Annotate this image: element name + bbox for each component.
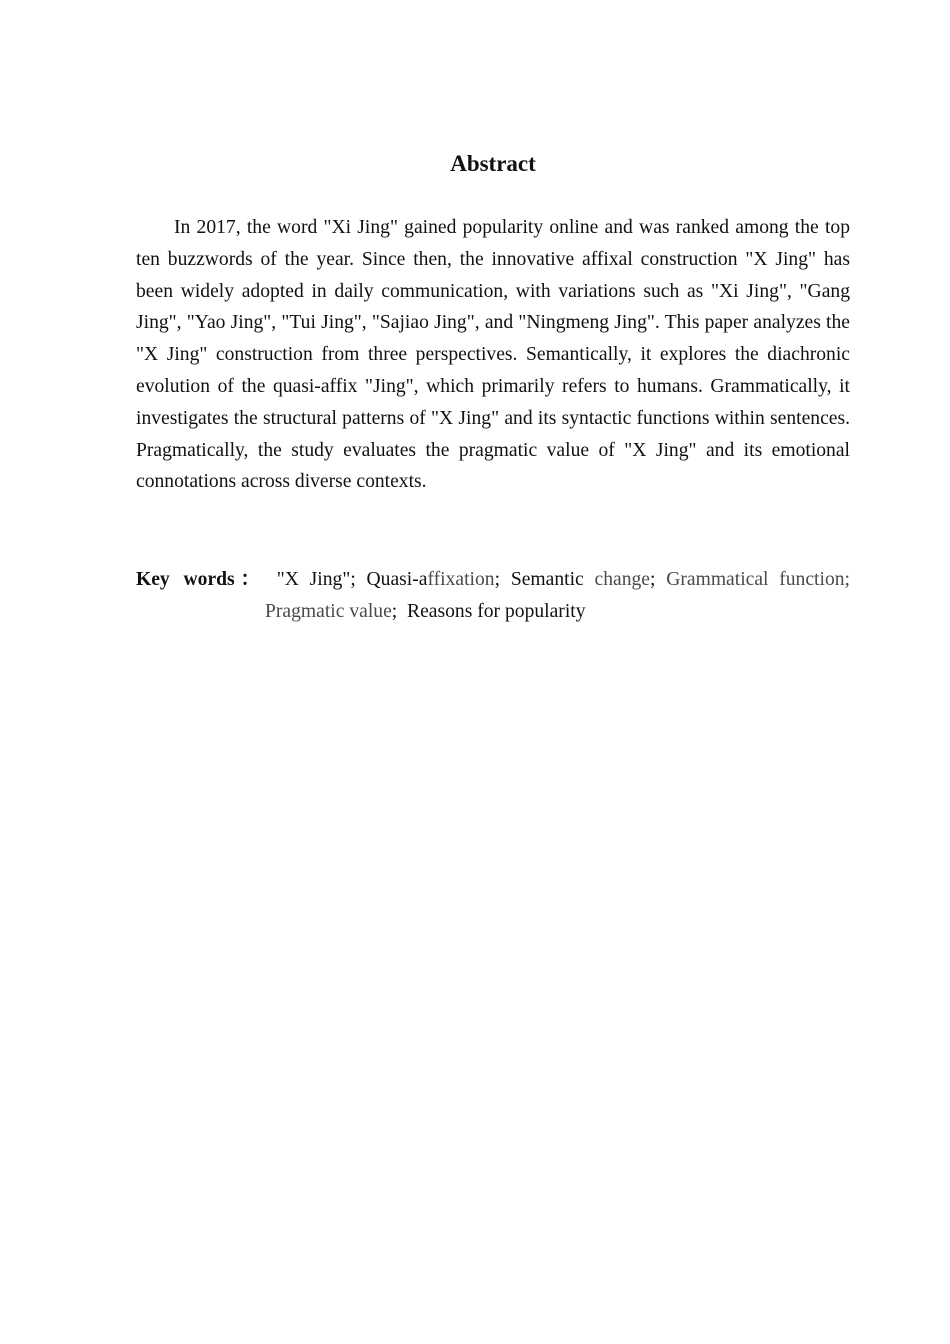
keywords-label: Key words： [136, 569, 266, 590]
keyword-separator: ; [494, 569, 501, 590]
keyword-separator: ; [649, 569, 656, 590]
keyword-separator: ; [391, 600, 398, 622]
abstract-title: Abstract [450, 151, 536, 176]
keyword-quasi-part2: ffixation [427, 569, 495, 590]
keyword-semantic: Semantic [510, 569, 584, 590]
keyword-grammatical-pragmatic: Grammatical function; Pragmatic value [265, 569, 850, 622]
keyword-change: change [594, 569, 650, 590]
keyword-x-jing: "X Jing"; [276, 569, 356, 590]
abstract-paragraph: In 2017, the word "Xi Jing" gained popularity online and was ranked among the top ten buzzwords of the year. Since then, the innovative affixal construction "X Jing" has been widely adopted in daily communication, with variations such as "Xi Jing", "Gang Jing", "Yao Jing", "Tui Jing", "Sajiao Jing", and "Ningmeng Jing". This paper analyzes the "X Jing" construction from three perspectives. Semantically, it explores the diachronic evolution of the quasi-affix "Jing", which primarily refers to humans. Grammatically, it investigates the structural patterns of "X Jing" and its syntactic functions within sentences. Pragmatically, the study evaluates the pragmatic value of "X Jing" and its emotional connotations across diverse contexts. [136, 217, 850, 493]
keyword-quasi-part1: Quasi-a [366, 569, 428, 590]
keyword-reasons-for-popularity: Reasons for popularity [407, 600, 586, 622]
keywords-line [136, 564, 850, 628]
